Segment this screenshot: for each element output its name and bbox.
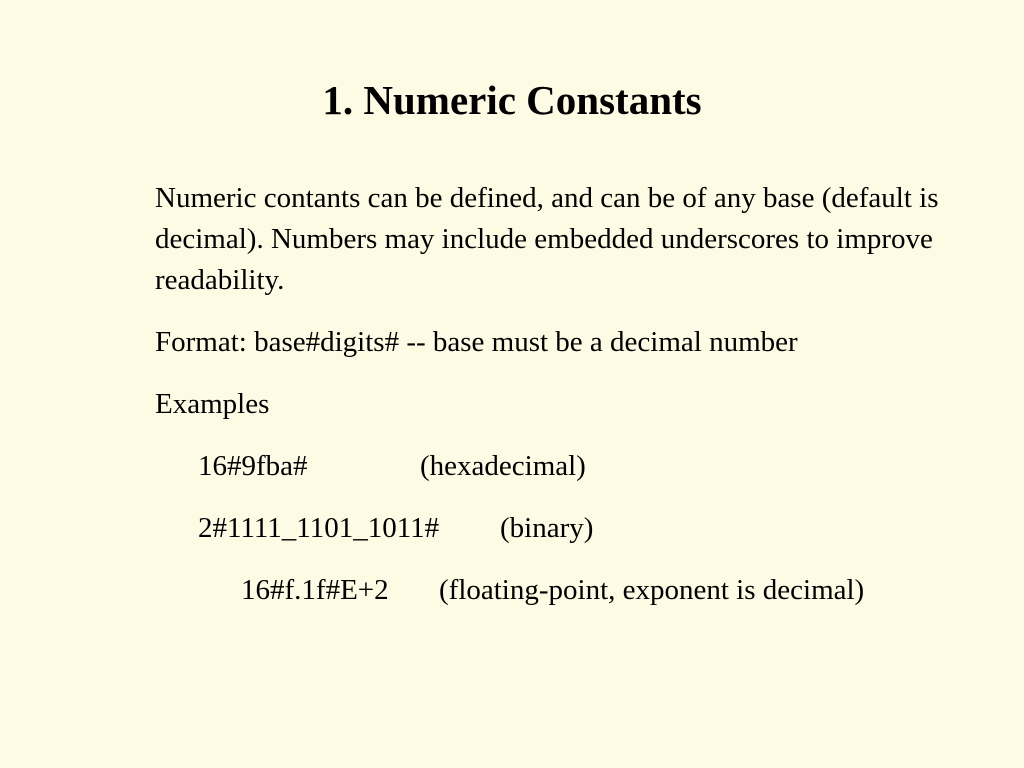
format-line: Format: base#digits# -- base must be a decimal number	[155, 326, 798, 358]
example-note: (floating-point, exponent is decimal)	[439, 574, 865, 606]
slide-title: 1. Numeric Constants	[322, 77, 702, 123]
slide-body	[155, 178, 945, 632]
example-code: 2#1111_1101_1011#	[198, 512, 440, 544]
example-note: (binary)	[500, 512, 594, 544]
example-note: (hexadecimal)	[420, 450, 586, 482]
example-binary	[155, 508, 945, 549]
example-hexadecimal	[155, 446, 945, 487]
example-code: 16#9fba#	[198, 450, 308, 482]
examples-heading: Examples	[155, 388, 270, 420]
example-floating-point	[155, 570, 945, 611]
example-code: 16#f.1f#E+2	[241, 574, 389, 606]
intro-paragraph: Numeric contants can be defined, and can be of any base (default is decimal). Numbers may include embedded underscores to improve readability.	[155, 182, 939, 296]
